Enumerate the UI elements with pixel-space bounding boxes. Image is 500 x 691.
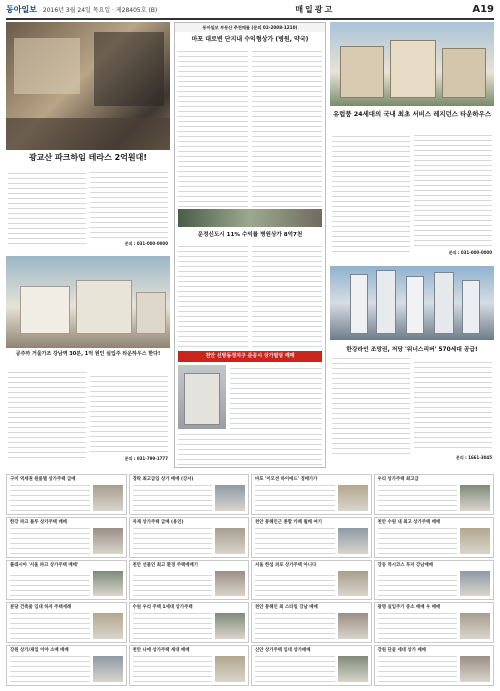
classified-photo <box>93 656 123 682</box>
classified-title: 강원 상가/재입 이야 소매 매매 <box>10 648 69 654</box>
classified-ad <box>374 517 495 558</box>
classified-body <box>255 485 335 511</box>
paper-logo: 동아일보 <box>6 4 37 14</box>
classified-photo <box>338 528 368 554</box>
ad-midleft-photo <box>6 256 170 348</box>
classified-body <box>378 613 458 639</box>
ad-topleft-text-col1 <box>8 172 86 244</box>
classified-ad <box>129 517 250 558</box>
classified-body <box>10 613 90 639</box>
ad-midright-headline: 한강라인 조망권, 저당 '워너스리버' 570세대 공급! <box>346 347 478 353</box>
classified-photo <box>460 656 490 682</box>
ad-midright-text-col2 <box>414 358 492 448</box>
ad-topright-contact: 문의 : 031-000-0000 <box>448 250 492 255</box>
ad-midleft-headline: 공주까 거울가조 강남역 30분, 1억 원인 실입주 타운하우스 한다! <box>15 351 161 357</box>
classified-body <box>10 571 90 597</box>
classified-photo <box>215 656 245 682</box>
ad-topright-headline: 유럽풍 24세대의 국내 최초 서비스 레지던스 타운하우스 <box>332 110 492 118</box>
center-box-header <box>175 23 325 32</box>
ad-midright <box>330 266 494 468</box>
center-box-phone: (문의 02-2008-1210) <box>251 25 298 30</box>
ad-midright-contact: 문의 : 1661-3045 <box>455 455 492 460</box>
date-line: 2016년 3월 24일 목요일 · 제28405호 (B) <box>42 7 158 14</box>
classified-body <box>10 485 90 511</box>
ad-midleft <box>6 256 170 468</box>
classified-photo <box>338 656 368 682</box>
classified-body <box>378 485 458 511</box>
classified-photo <box>215 485 245 511</box>
classified-photo <box>460 485 490 511</box>
masthead-left <box>6 4 157 15</box>
center-text-col1 <box>178 47 248 207</box>
classified-ad <box>374 602 495 643</box>
classified-title: 천안 통해인근 종합 카페 월매 여기 <box>255 519 323 525</box>
classified-title: 한강 파크 블루 상가주택 매매 <box>10 519 68 525</box>
center-red-banner: 천안 신방동정지구 준공시 상가빌딩 매매 <box>178 351 322 362</box>
classified-body <box>378 571 458 597</box>
classified-body <box>255 656 335 682</box>
classified-ad <box>251 560 372 601</box>
classified-body <box>133 613 213 639</box>
center-bottom-photo <box>178 365 226 429</box>
classified-photo <box>93 528 123 554</box>
classified-photo <box>215 613 245 639</box>
classified-ad <box>129 602 250 643</box>
center-mid-col1 <box>178 243 248 347</box>
classified-title: 천안 수원 내 최고 상가주택 매매 <box>377 519 441 525</box>
center-strip-photo <box>178 209 322 227</box>
ad-topleft-headline: 광교산 파크하임 테라스 2억원대! <box>28 153 148 162</box>
classified-body <box>378 528 458 554</box>
classified-title: 강원 단골 세대 상가 매매 <box>377 648 427 654</box>
ad-midright-photo <box>330 266 494 340</box>
classified-body <box>255 528 335 554</box>
classified-ad <box>251 645 372 686</box>
classified-ad <box>129 560 250 601</box>
center-text-col2 <box>252 47 322 207</box>
ad-topright-text-col2 <box>414 134 492 246</box>
classified-photo <box>93 613 123 639</box>
classified-title: 서울 한섬 퍼포 상가주택 아니다 <box>255 562 317 568</box>
classified-photo <box>215 528 245 554</box>
classifieds-grid <box>6 474 494 686</box>
ad-topleft-contact: 문의 : 031-000-0000 <box>124 241 168 246</box>
ad-topright-text-col1 <box>332 134 410 252</box>
classified-ad <box>374 560 495 601</box>
ad-midleft-text-col2 <box>90 372 168 452</box>
classified-photo <box>338 613 368 639</box>
classified-title: 자재 상가주택 급매 (용인) <box>132 519 184 525</box>
center-headline: 마포 대로변 단지내 수익형상가 (병원, 약국) <box>191 36 309 43</box>
classified-body <box>255 571 335 597</box>
ad-midleft-contact: 문의 : 031-799-1777 <box>124 456 168 461</box>
ad-topleft-photo <box>6 22 170 150</box>
classified-title: 강동 역시코스 투자 강남매매 <box>377 562 433 568</box>
ad-center <box>174 22 326 468</box>
classified-body <box>133 485 213 511</box>
classified-title: 분당 건축물 임대 하자 주택세례 <box>10 605 72 611</box>
classified-ad <box>6 602 127 643</box>
classified-body <box>133 656 213 682</box>
classified-title: 경락 최고급입 상가 매매 (강서) <box>132 477 194 482</box>
classified-title: 광명 실입주가 중소 매매 우 매매 <box>377 605 441 611</box>
section-title: 매일광고 <box>295 5 335 14</box>
classified-body <box>133 528 213 554</box>
classified-ad <box>251 602 372 643</box>
classified-ad <box>6 474 127 515</box>
classified-title: 구미 역세권 원룸텔 상가주택 급매 <box>10 477 76 482</box>
classified-ad <box>374 645 495 686</box>
classified-photo <box>215 571 245 597</box>
ad-topleft <box>6 22 170 252</box>
center-mid-headline: 운정신도시 11% 수익률 병원상가 8억7천 <box>197 232 303 238</box>
ad-midright-text-col1 <box>332 358 410 454</box>
classified-title: 천안 선물인 최고 환경 주택매매기 <box>132 562 198 568</box>
classified-photo <box>460 613 490 639</box>
page-number: A19 <box>472 4 494 15</box>
classified-ad <box>374 474 495 515</box>
ad-midleft-text-col1 <box>8 372 86 458</box>
classified-ad <box>251 474 372 515</box>
classified-ad <box>251 517 372 558</box>
classified-body <box>133 571 213 597</box>
classified-photo <box>460 571 490 597</box>
center-box-label: 동아일보 부동산 추천매물 <box>202 25 250 30</box>
classified-ad <box>129 645 250 686</box>
classified-title: 마포 '이모션 하이에드' 경매가가 <box>255 477 318 482</box>
center-footer-text <box>178 433 322 465</box>
classified-body <box>378 656 458 682</box>
classified-ad <box>6 517 127 558</box>
classified-body <box>10 528 90 554</box>
ad-topleft-text-col2 <box>90 172 168 238</box>
classified-ad <box>6 560 127 601</box>
classified-photo <box>93 571 123 597</box>
classified-photo <box>460 528 490 554</box>
classified-title: 우리 상가주택 최고급 <box>377 477 419 482</box>
classified-ad <box>129 474 250 515</box>
classified-title: 천안 통해인 최 스타일 강남 매매 <box>255 605 318 611</box>
classified-body <box>10 656 90 682</box>
center-bottom-text <box>230 365 322 429</box>
center-mid-col2 <box>252 243 322 347</box>
classified-ad <box>6 645 127 686</box>
classified-body <box>255 613 335 639</box>
classified-photo <box>338 485 368 511</box>
classified-title: 수원 우리 주택 1세대 상가주택 <box>132 605 193 611</box>
classified-title: 플래시아 '서울 파크 상가주택 매매' <box>10 562 79 568</box>
masthead <box>6 4 494 20</box>
classified-photo <box>93 485 123 511</box>
ad-topright-photo <box>330 22 494 106</box>
classified-photo <box>338 571 368 597</box>
ad-topright <box>330 22 494 262</box>
classified-title: 천안 나에 상가주택 세대 매매 <box>132 648 190 654</box>
classified-title: 신안 상가주택 임대 상가매매 <box>255 648 311 654</box>
